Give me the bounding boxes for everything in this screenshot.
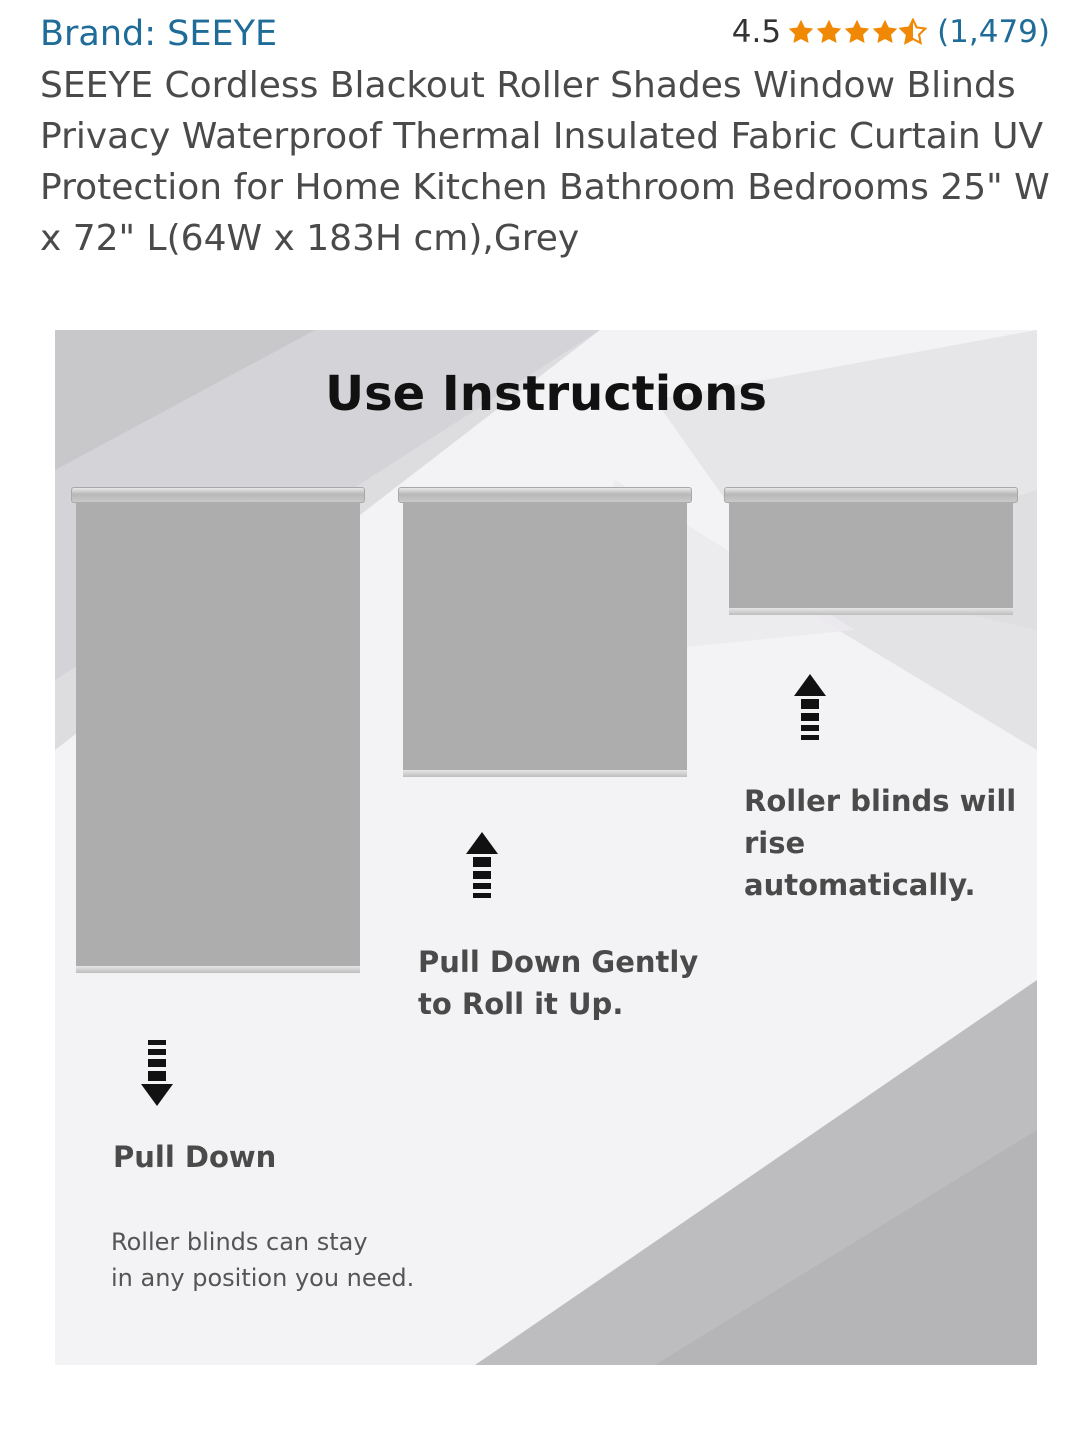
arrow-up-icon bbox=[464, 830, 500, 900]
blind-fabric bbox=[403, 502, 687, 771]
arrow-up-icon bbox=[792, 672, 828, 742]
step1-note bbox=[111, 1224, 414, 1296]
brand-link[interactable]: Brand: SEEYE bbox=[40, 14, 278, 54]
blind-full bbox=[71, 487, 365, 973]
star-half-icon bbox=[899, 18, 927, 46]
caption-line: Pull Down Gently bbox=[418, 945, 699, 979]
blind-bottom-bar bbox=[403, 770, 687, 777]
note-line: in any position you need. bbox=[111, 1264, 415, 1292]
blind-bottom-bar bbox=[76, 966, 360, 973]
caption-line: Pull Down bbox=[113, 1140, 277, 1174]
blind-rail bbox=[71, 487, 365, 503]
star-icon bbox=[843, 18, 871, 46]
star-icon bbox=[787, 18, 815, 46]
caption-line: Roller blinds will bbox=[744, 784, 1017, 818]
caption-line: rise automatically. bbox=[744, 826, 976, 902]
blind-rail bbox=[724, 487, 1018, 503]
blind-bottom-bar bbox=[729, 608, 1013, 615]
product-image[interactable] bbox=[55, 330, 1037, 1365]
step3-caption bbox=[744, 780, 1037, 906]
header-row bbox=[40, 12, 1050, 58]
rating-summary[interactable] bbox=[732, 14, 1050, 50]
caption-line: to Roll it Up. bbox=[418, 987, 624, 1021]
note-line: Roller blinds can stay bbox=[111, 1228, 368, 1256]
rating-value: 4.5 bbox=[731, 14, 782, 50]
blind-rail bbox=[398, 487, 692, 503]
arrow-down-icon bbox=[139, 1038, 175, 1108]
star-rating bbox=[787, 18, 927, 46]
blind-medium bbox=[398, 487, 692, 777]
star-icon bbox=[871, 18, 899, 46]
step2-caption bbox=[418, 941, 698, 1025]
blind-fabric bbox=[729, 502, 1013, 609]
blind-short bbox=[724, 487, 1018, 615]
step1-caption bbox=[113, 1136, 276, 1178]
instructions-heading: Use Instructions bbox=[325, 366, 767, 422]
star-icon bbox=[815, 18, 843, 46]
review-count-link[interactable]: (1,479) bbox=[937, 14, 1050, 50]
product-title[interactable]: SEEYE Cordless Blackout Roller Shades Window Blinds Privacy Waterproof Thermal Insulated Fabric Curtain UV Protection for Home Kitchen Bathroom Bedrooms 25" W x 72" L(64W x 183H cm),Grey bbox=[40, 65, 1050, 259]
blind-fabric bbox=[76, 502, 360, 967]
